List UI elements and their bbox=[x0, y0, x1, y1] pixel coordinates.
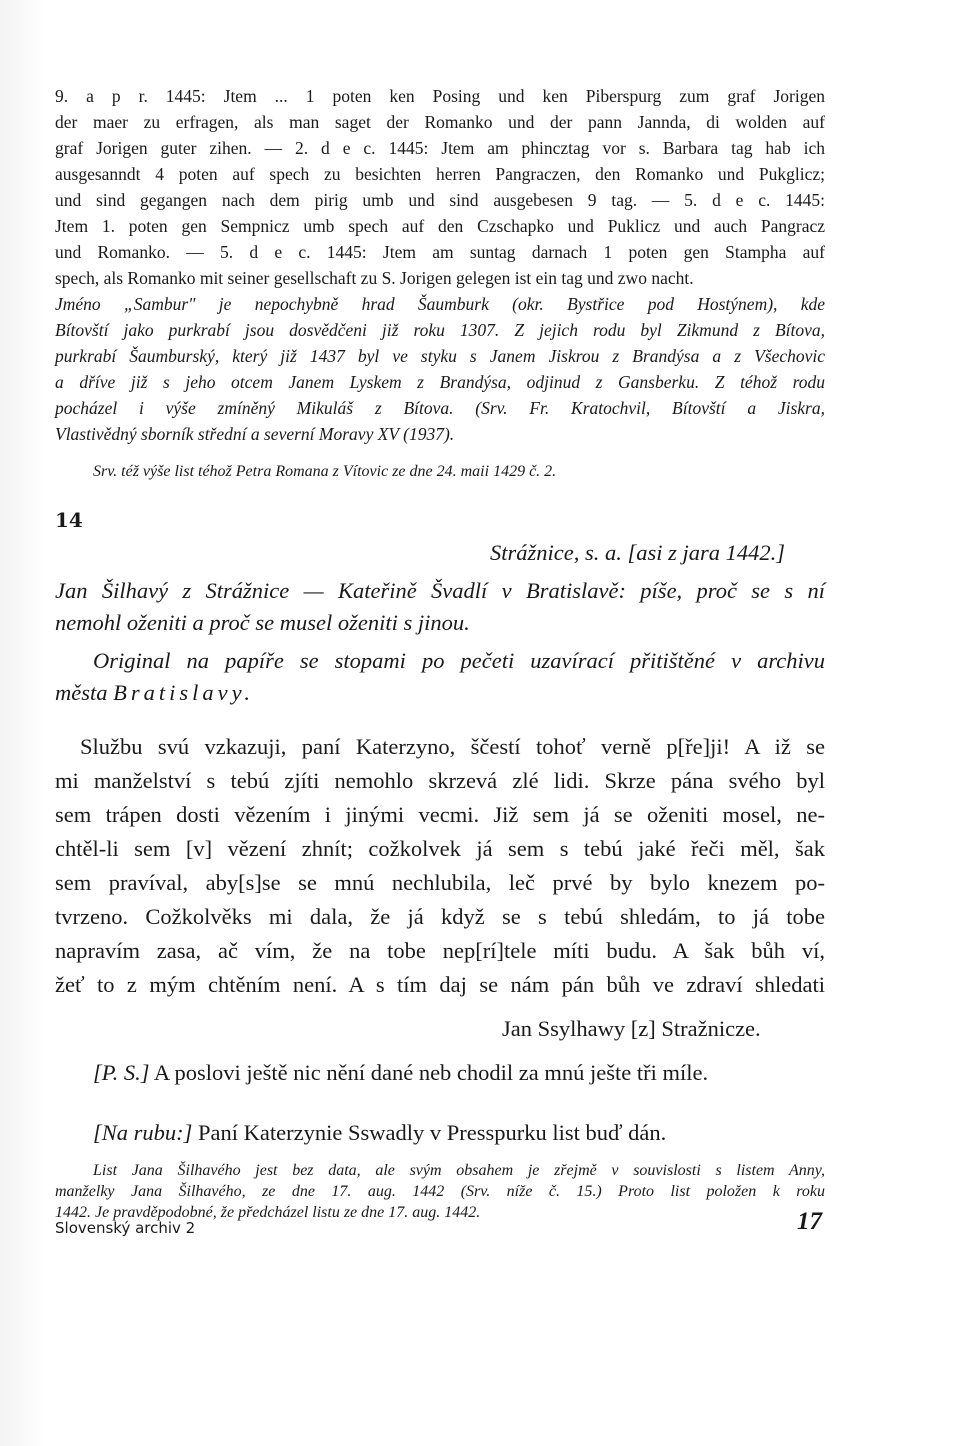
note-line: purkrabí Šaumburský, který již 1437 byl ve styku s Janem Jiskrou z Brandýsa a z Všechovic bbox=[55, 346, 825, 366]
record-line: und sind gegangen nach dem pirig umb und sind ausgebesen 9 tag. — 5. d e c. 1445: bbox=[55, 190, 825, 210]
letter-line: chtěl-li sem [v] vězení zhnít; cožkolvek já sem s tebú jaké řeči měl, šak bbox=[55, 836, 825, 861]
record-line: 9. a p r. 1445: Jtem ... 1 poten ken Posing und ken Piberspurg zum graf Jorigen bbox=[55, 86, 825, 106]
note-line: pocházel i výše zmíněný Mikuláš z Bítova. (Srv. Fr. Kratochvil, Bítovští a Jiskra, bbox=[55, 398, 825, 418]
record-line: der maer zu erfragen, als man saget der Romanko und der pann Jannda, di wolden auf bbox=[55, 112, 825, 132]
address bbox=[93, 1120, 833, 1146]
note-line: manželky Jana Šilhavého, ze dne 17. aug. 1442 (Srv. níže č. 15.) Proto list položen k roku bbox=[55, 1183, 825, 1200]
record-line: Jtem 1. poten gen Sempnicz umb spech auf den Czschapko und Puklicz und auch Pangracz bbox=[55, 216, 825, 236]
letter-line: mi manželství s tebú zjíti nemohlo skrzevá zlé lidi. Skrze pána svého byl bbox=[55, 768, 825, 793]
letter-line: žeť to z mým chtěním není. A s tím daj se nám pán bůh ve zdraví shledati bbox=[55, 972, 825, 997]
signature: Jan Ssylhawy [z] Stražnicze. bbox=[502, 1016, 761, 1041]
summary-line: Jan Šilhavý z Strážnice — Kateřině Švadlí v Bratislavě: píše, proč se s ní bbox=[55, 578, 825, 603]
address-label: [Na rubu:] bbox=[93, 1120, 193, 1145]
place-date: Strážnice, s. a. [asi z jara 1442.] bbox=[490, 540, 786, 565]
page-number: 17 bbox=[797, 1208, 822, 1235]
note-line: Bítovští jako purkrabí jsou dosvědčeni již roku 1307. Z jejich rodu byl Zikmund z Bítova, bbox=[55, 320, 825, 340]
postscript-label: [P. S.] bbox=[93, 1060, 150, 1085]
page-edge-shadow bbox=[0, 0, 45, 1446]
postscript bbox=[93, 1060, 833, 1086]
record-line: und Romanko. — 5. d e c. 1445: Jtem am suntag darnach 1 poten gen Stampha auf bbox=[55, 242, 825, 262]
note-line: 1442. Je pravděpodobné, že předcházel listu ze dne 17. aug. 1442. bbox=[55, 1204, 481, 1221]
entry-number: 14 bbox=[55, 508, 83, 532]
original-line: Original na papíře se stopami po pečeti uzavírací přitištěné v archivu bbox=[93, 648, 825, 673]
address-text: Paní Katerzynie Sswadly v Presspurku list buď dán. bbox=[192, 1120, 667, 1145]
journal-name: Slovenský archiv 2 bbox=[55, 1219, 196, 1237]
letter-line: sem pravíval, aby[s]se se mnú nechlubila, leč prvé by bylo knezem po- bbox=[55, 870, 825, 895]
note-line: Jméno „Sambur" je nepochybně hrad Šaumburk (okr. Bystřice pod Hostýnem), kde bbox=[55, 294, 825, 314]
record-line: graf Jorigen guter zihen. — 2. d e c. 1445: Jtem am phincztag vor s. Barbara tag hab ich bbox=[55, 138, 825, 158]
letter-line: napravím zasa, ač vím, že na tobe nep[rí]tele míti budu. A šak bůh ví, bbox=[55, 938, 825, 963]
postscript-text: A poslovi ještě nic nění dané neb chodil za mnú ješte tři míle. bbox=[149, 1060, 709, 1085]
city-name: Bratislavy. bbox=[113, 680, 254, 705]
summary-line: nemohl oženiti a proč se musel oženiti s jinou. bbox=[55, 610, 470, 635]
note-line: a dříve již s jeho otcem Janem Lyskem z Brandýsa, odjinud z Gansberku. Z téhož rodu bbox=[55, 372, 825, 392]
letter-line: sem trápen dosti vězením i jinými vecmi. Již sem já se oženiti mosel, ne- bbox=[55, 802, 825, 827]
record-line: ausgesanndt 4 poten auf spech zu besichten herren Pangraczen, den Romanko und Pukglicz; bbox=[55, 164, 825, 184]
letter-line: tvrzeno. Cožkolvěks mi dala, že já když se s tebú shledám, to já tobe bbox=[55, 904, 825, 929]
record-line: spech, als Romanko mit seiner gesellschaft zu S. Jorigen gelegen ist ein tag und zwo nacht. bbox=[55, 268, 694, 288]
see-also-line: Srv. též výše list téhož Petra Romana z Vítovic ze dne 24. maii 1429 č. 2. bbox=[93, 463, 557, 480]
original-text: města bbox=[55, 680, 114, 705]
note-line: Vlastivědný sborník střední a severní Moravy XV (1937). bbox=[55, 424, 455, 444]
original-line bbox=[55, 680, 825, 706]
letter-line: Službu svú vzkazuji, paní Katerzyno, ščestí tohoť verně p[ře]ji! A iž se bbox=[80, 734, 825, 759]
note-line: List Jana Šilhavého jest bez data, ale svým obsahem je zřejmě v souvislosti s listem Anny, bbox=[93, 1162, 825, 1179]
